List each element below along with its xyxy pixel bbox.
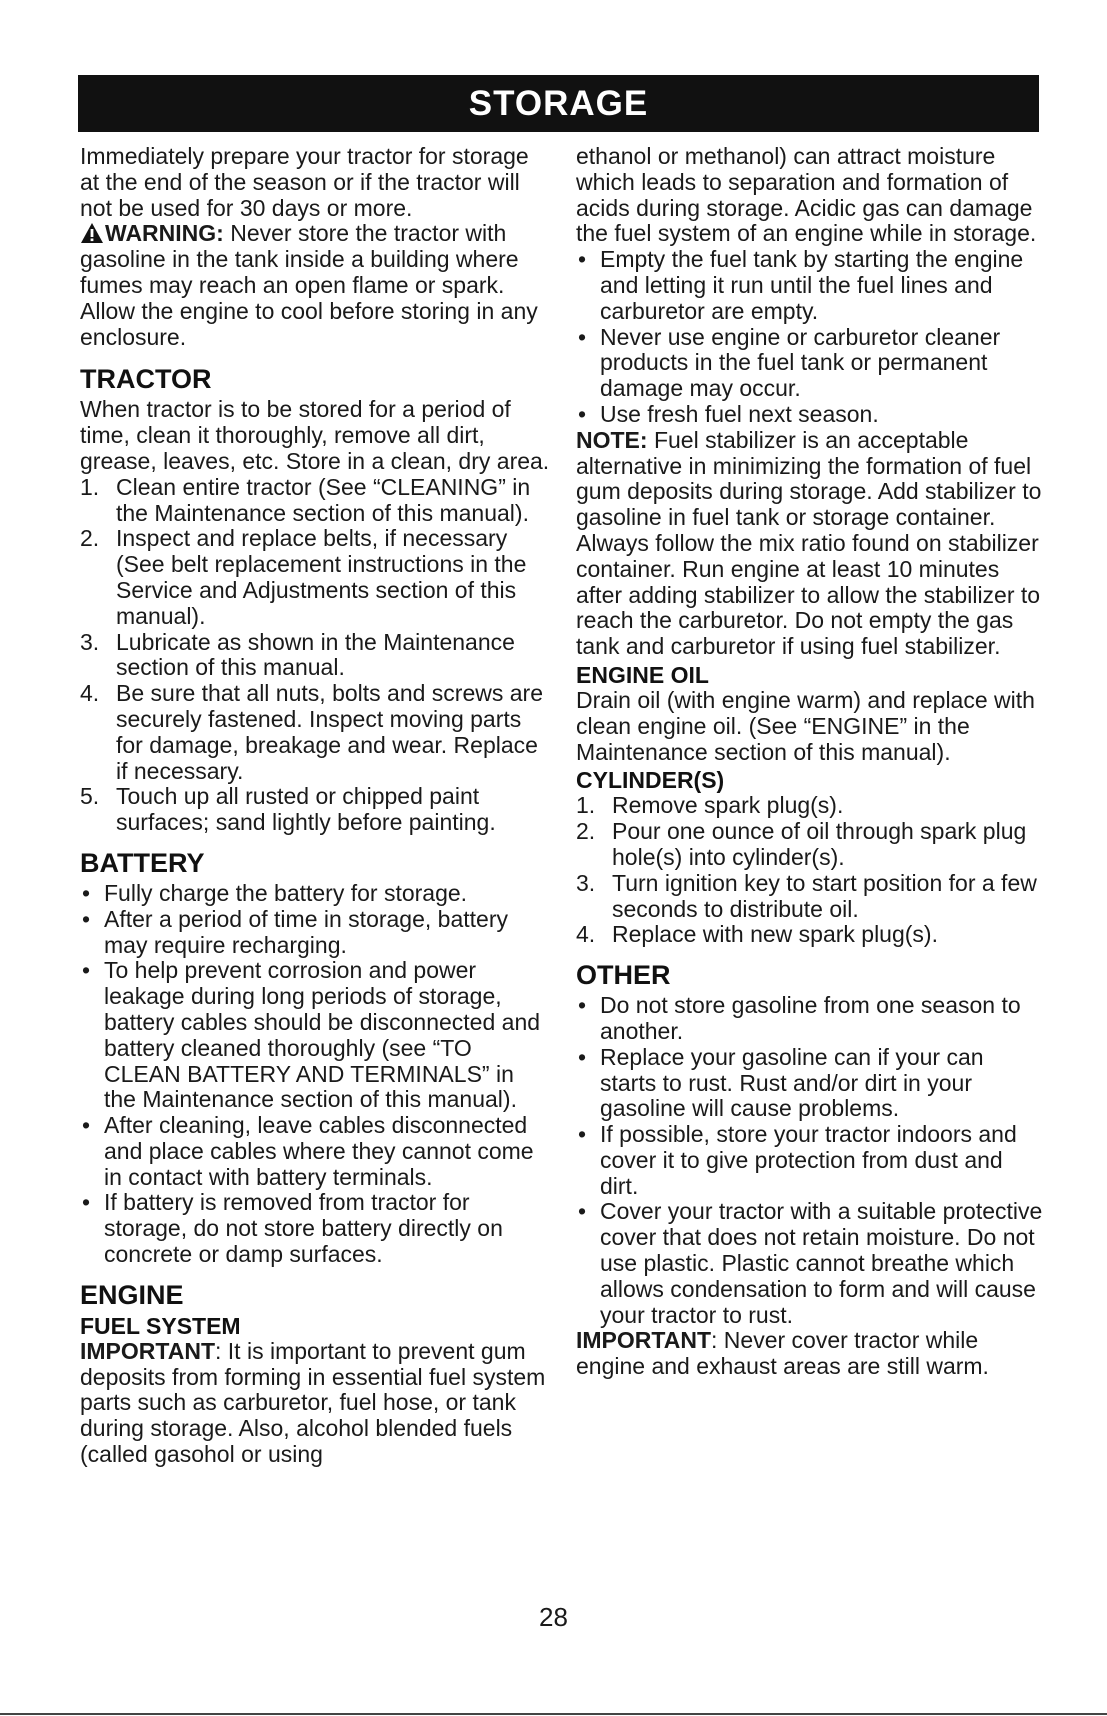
other-bullets-list: [576, 993, 1046, 1328]
bullet-icon: •: [578, 400, 587, 427]
cylinders-heading: CYLINDER(S): [576, 767, 725, 794]
list-item: [80, 681, 550, 784]
important-label: IMPORTANT: [80, 1337, 216, 1364]
note-label: NOTE:: [576, 426, 648, 453]
bullet-text: After a period of time in storage, battery may require recharging.: [104, 905, 508, 958]
list-item: [576, 1045, 1046, 1122]
bullet-icon: •: [578, 1198, 587, 1225]
list-item: [576, 922, 1046, 948]
tractor-heading: TRACTOR: [80, 364, 212, 395]
fuel-system-heading: FUEL SYSTEM: [80, 1312, 241, 1339]
bottom-divider: [0, 1713, 1107, 1715]
engine-oil-text: Drain oil (with engine warm) and replace with clean engine oil. (See “ENGINE” in the Maintenance section of this manual).: [576, 686, 1035, 765]
bullet-text: Do not store gasoline from one season to another.: [600, 992, 1021, 1044]
battery-heading: BATTERY: [80, 847, 205, 878]
step-number: 3.: [80, 628, 100, 655]
list-item: [576, 325, 1046, 402]
step-number: 4.: [80, 680, 100, 707]
important-text: : It is important to prevent gum deposits from forming in essential fuel system parts such as carburetor, fuel hose, or tank during storage. Also, alcohol blended fuels (called gasohol or using: [80, 1337, 546, 1468]
list-item: [576, 793, 1046, 819]
step-number: 1.: [80, 473, 100, 500]
step-text: Be sure that all nuts, bolts and screws are securely fastened. Inspect moving parts for damage, breakage and wear. Replace if necessary.: [116, 680, 543, 784]
battery-bullets-list: [80, 881, 550, 1268]
important-label: IMPORTANT: [576, 1327, 712, 1354]
left-column: [80, 144, 550, 1468]
step-text: Clean entire tractor (See “CLEANING” in the Maintenance section of this manual).: [116, 473, 531, 526]
section-title: STORAGE: [468, 84, 649, 123]
fuel-bullets-list: [576, 247, 1046, 428]
step-text: Touch up all rusted or chipped paint surfaces; sand lightly before painting.: [116, 783, 496, 836]
other-heading: OTHER: [576, 960, 671, 991]
section-title-bar: [78, 75, 1039, 132]
list-item: [80, 958, 550, 1113]
bullet-text: Empty the fuel tank by starting the engine and letting it run until the fuel lines and carburetor are empty.: [600, 246, 1024, 324]
list-item: [80, 526, 550, 629]
step-text: Inspect and replace belts, if necessary (See belt replacement instructions in the Service and Adjustments section of this manual).: [116, 525, 527, 629]
engine-heading: ENGINE: [80, 1279, 184, 1310]
cylinders-steps-list: [576, 793, 1046, 948]
engine-oil-heading: ENGINE OIL: [576, 661, 709, 688]
list-item: [576, 871, 1046, 923]
bullet-text: Never use engine or carburetor cleaner products in the fuel tank or permanent damage may occur.: [600, 323, 1001, 402]
list-item: [80, 1113, 550, 1190]
bullet-icon: •: [578, 1121, 587, 1148]
list-item: [80, 784, 550, 836]
step-text: Pour one ounce of oil through spark plug hole(s) into cylinder(s).: [612, 818, 1027, 870]
bullet-text: After cleaning, leave cables disconnected and place cables where they cannot come in contact with battery terminals.: [104, 1112, 534, 1190]
bullet-icon: •: [578, 1043, 587, 1070]
list-item: [576, 819, 1046, 871]
list-item: [80, 1190, 550, 1267]
list-item: [576, 402, 1046, 428]
final-important-paragraph: [576, 1328, 1046, 1380]
bullet-text: Cover your tractor with a suitable protective cover that does not retain moisture. Do not use plastic. Plastic cannot breathe which allows condensation to form and will cause your tractor to rust.: [600, 1198, 1043, 1328]
bullet-text: Replace your gasoline can if your can starts to rust. Rust and/or dirt in your gasoline will cause problems.: [600, 1043, 984, 1122]
note-text: Fuel stabilizer is an acceptable alternative in minimizing the formation of fuel gum deposits during storage. Add stabilizer to gasoline in fuel tank or storage container. Always follow the mix ratio found on stabilizer container. Run engine at least 10 minutes after adding stabilizer to allow the stabilizer to reach the carburetor. Do not empty the gas tank and carburetor if using fuel stabilizer.: [576, 426, 1042, 660]
fuel-important-paragraph: [80, 1339, 550, 1468]
fuel-continued-paragraph: ethanol or methanol) can attract moisture which leads to separation and formation of acids during storage. Acidic gas can damage the fuel system of an engine while in storage.: [576, 143, 1037, 247]
right-column: [576, 144, 1046, 1380]
page-number: 28: [539, 1602, 568, 1632]
important-text: : Never cover tractor while engine and exhaust areas are still warm.: [576, 1327, 989, 1380]
bullet-icon: •: [82, 1112, 91, 1139]
list-item: [576, 1199, 1046, 1328]
list-item: [80, 881, 550, 907]
bullet-text: Use fresh fuel next season.: [600, 400, 879, 427]
bullet-icon: •: [578, 323, 587, 350]
step-number: 4.: [576, 921, 596, 948]
warning-text: Never store the tractor with gasoline in the tank inside a building where fumes may reach an open flame or spark. Allow the engine to cool before storing in any enclosure.: [80, 220, 538, 350]
bullet-text: If battery is removed from tractor for storage, do not store battery directly on concrete or damp surfaces.: [104, 1189, 503, 1268]
bullet-icon: •: [578, 992, 587, 1019]
warning-paragraph: [80, 221, 550, 350]
bullet-icon: •: [82, 957, 91, 984]
list-item: [80, 630, 550, 682]
bullet-text: Fully charge the battery for storage.: [104, 879, 468, 906]
bullet-icon: •: [82, 879, 91, 906]
note-paragraph: [576, 428, 1046, 660]
tractor-intro: When tractor is to be stored for a period of time, clean it thoroughly, remove all dirt, grease, leaves, etc. Store in a clean, dry area.: [80, 396, 550, 474]
bullet-icon: •: [82, 905, 91, 932]
list-item: [80, 907, 550, 959]
storage-intro: Immediately prepare your tractor for storage at the end of the season or if the tractor will not be used for 30 days or more.: [80, 143, 529, 221]
step-number: 2.: [80, 525, 100, 552]
tractor-steps-list: [80, 475, 550, 836]
bullet-text: To help prevent corrosion and power leakage during long periods of storage, battery cables should be disconnected and battery cleaned thoroughly (see “TO CLEAN BATTERY AND TERMINALS” in the Maintenance section of this manual).: [104, 957, 541, 1113]
step-text: Remove spark plug(s).: [612, 792, 844, 819]
warning-label: WARNING:: [105, 220, 224, 247]
warning-triangle-icon: [80, 222, 104, 244]
bullet-icon: •: [82, 1189, 91, 1216]
list-item: [576, 1122, 1046, 1199]
step-text: Turn ignition key to start position for a few seconds to distribute oil.: [612, 869, 1037, 922]
list-item: [576, 247, 1046, 324]
step-text: Replace with new spark plug(s).: [612, 921, 938, 948]
step-number: 3.: [576, 869, 596, 896]
step-text: Lubricate as shown in the Maintenance section of this manual.: [116, 628, 515, 681]
bullet-text: If possible, store your tractor indoors and cover it to give protection from dust and dirt.: [600, 1121, 1017, 1199]
step-number: 1.: [576, 792, 596, 819]
step-number: 2.: [576, 818, 596, 845]
list-item: [80, 475, 550, 527]
bullet-icon: •: [578, 246, 587, 273]
list-item: [576, 993, 1046, 1045]
step-number: 5.: [80, 783, 100, 810]
